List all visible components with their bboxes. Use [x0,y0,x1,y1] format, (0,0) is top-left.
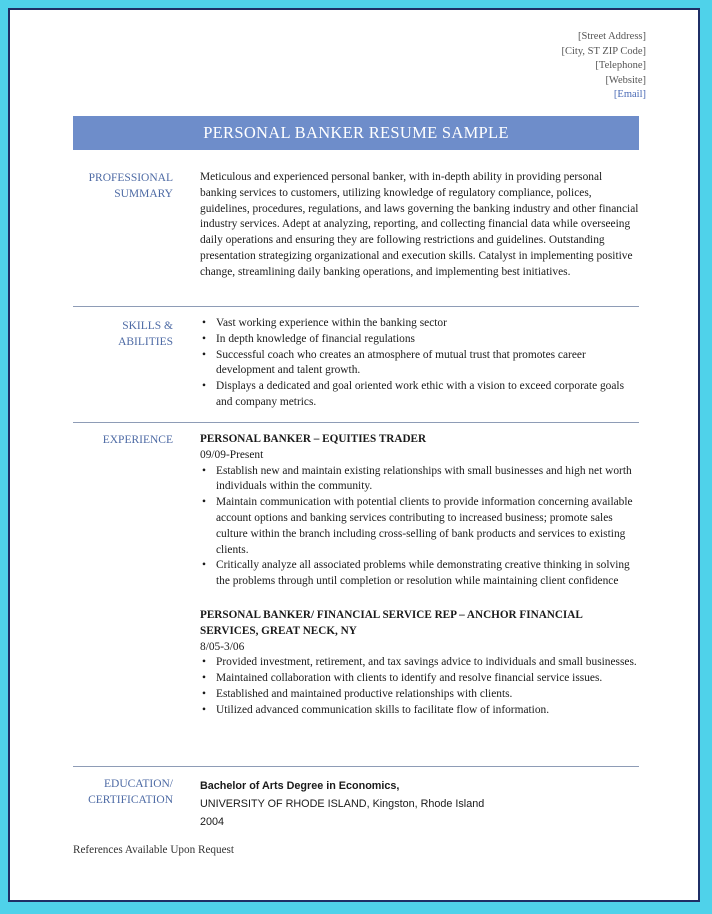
summary-label-line1: PROFESSIONAL [88,172,173,184]
job-dates: 8/05-3/06 [200,640,245,653]
education-year: 2004 [200,816,225,828]
bullet-icon: • [202,703,206,716]
list-item [200,655,640,671]
skills-label-line1: SKILLS & [122,320,173,332]
summary-label-line2: SUMMARY [114,188,173,200]
experience-block [200,432,640,719]
job-bullet-text: Established and maintained productive relationships with clients. [216,687,513,700]
skills-list [200,316,640,411]
job-dates: 09/09-Present [200,448,264,461]
document-frame [8,8,700,902]
list-item [200,703,640,719]
bullet-icon: • [202,496,206,509]
contact-street: [Street Address] [578,31,646,42]
section-divider [73,422,639,423]
bullet-icon: • [202,317,206,329]
job-bullet-text: Maintain communication with potential clients to provide information concerning available account options and banking services contributing to increased business; promote sales culture within the branch including cross-selling of bank products and services to existing clients. [216,496,633,556]
education-label [73,776,173,808]
list-item [200,687,640,703]
list-item [200,671,640,687]
education-label-line1: EDUCATION/ [104,778,173,790]
summary-label [73,170,173,202]
list-item [200,348,640,380]
skills-label-line2: ABILITIES [118,336,173,348]
job-bullet-text: Utilized advanced communication skills to facilitate flow of information. [216,703,550,716]
education-school: UNIVERSITY OF RHODE ISLAND, Kingston, Rhode Island [200,798,485,810]
contact-city: [City, ST ZIP Code] [561,45,646,57]
experience-label: EXPERIENCE [102,434,173,446]
list-item [200,558,640,590]
contact-website: [Website] [605,74,646,86]
bullet-icon: • [202,656,206,669]
bullet-icon: • [202,380,206,393]
resume-title: PERSONAL BANKER RESUME SAMPLE [203,123,509,142]
bullet-icon: • [202,672,206,685]
skill-text: Displays a dedicated and goal oriented work ethic with a vision to exceed corporate goals and company metrics. [216,380,625,408]
skill-text: Successful coach who creates an atmosphere of mutual trust that promotes career development and talent growth. [216,348,586,377]
section-divider [73,306,639,307]
section-divider [73,766,639,767]
job-title: PERSONAL BANKER/ FINANCIAL SERVICE REP – ANCHOR FINANCIAL SERVICES, GREAT NECK, NY [200,608,583,637]
job-title: PERSONAL BANKER – EQUITIES TRADER [200,433,427,445]
skill-text: In depth knowledge of financial regulations [216,332,415,345]
bullet-icon: • [202,559,206,572]
resume-page [10,10,698,900]
job-bullet-text: Maintained collaboration with clients to identify and resolve financial service issues. [216,672,603,685]
job-bullet-text: Establish new and maintain existing relationships with small businesses and high net worth individuals within the community. [216,464,632,493]
list-item [200,332,640,348]
skills-label [73,318,173,350]
education-label-line2: CERTIFICATION [88,794,173,806]
list-item [200,464,640,496]
references-note: References Available Upon Request [73,844,235,856]
bullet-icon: • [202,464,206,477]
title-banner [73,116,639,150]
bullet-icon: • [202,687,206,700]
bullet-icon: • [202,348,206,361]
bullet-icon: • [202,332,206,345]
contact-email: [Email] [613,89,646,101]
contact-telephone: [Telephone] [595,60,646,72]
job-bullet-text: Critically analyze all associated problems while demonstrating creative thinking in solving the problems through until completion or resolution while maintaining client confidence [216,559,630,588]
education-degree: Bachelor of Arts Degree in Economics, [200,780,400,792]
list-item [200,316,640,332]
summary-text: Meticulous and experienced personal banker, with in-depth ability in providing personal banking services to customers, utilizing knowledge of regulatory compliance, polices, guidelines, procedures, regulations, and laws governing the banking industry and other financial industry services. Adept at analyzing, reporting, and collecting financial data while overseeing daily operations and ensuring they are following restrictions and guidelines. Outstanding presentation strategizing organizational and execution skills. Catalyst in implementing positive change, streamlining daily banking operations, and implementing best initiatives. [200,171,639,278]
education-block [200,777,640,831]
job-bullet-text: Provided investment, retirement, and tax savings advice to individuals and small businesses. [216,656,637,669]
skill-text: Vast working experience within the banking sector [216,317,447,329]
list-item [200,495,640,558]
contact-block [562,30,647,103]
list-item [200,379,640,411]
